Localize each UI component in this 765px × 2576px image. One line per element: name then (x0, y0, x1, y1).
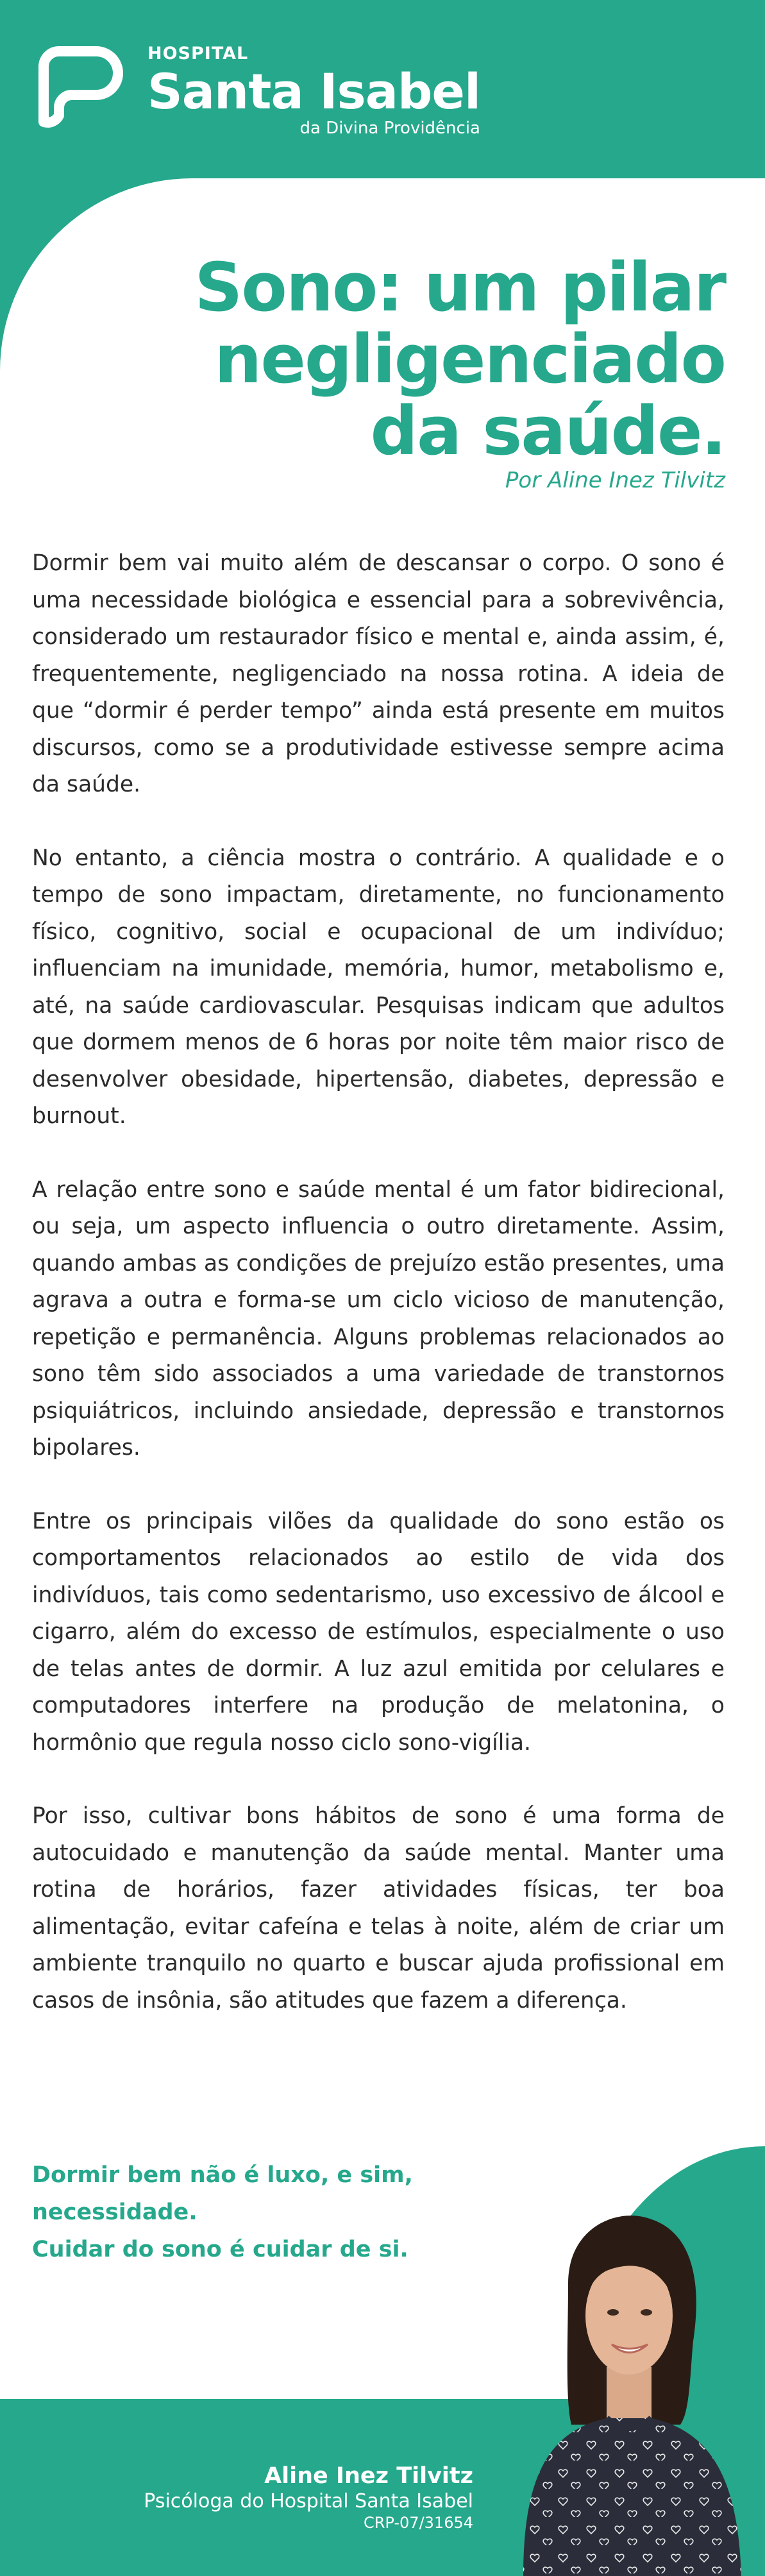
brand-name: Santa Isabel (147, 63, 480, 120)
title-line: Sono: um pilar (194, 248, 725, 326)
article-title (148, 248, 725, 470)
brand-block (147, 45, 480, 137)
hospital-logo-icon (29, 40, 126, 136)
paragraph: Entre os principais vilões da qualidade do sono estão os comportamentos relacionados ao estilo de vida dos indivíduos, tais como sedentarismo, uso excessivo de álcool e cigarro, além do excesso de estímulos, especialmente o uso de telas antes de dormir. A luz azul emitida por celulares e computadores interfere na produção de melatonina, o hormônio que regula nosso ciclo sono-vigília. (32, 1508, 725, 1756)
author-portrait-icon (498, 2207, 754, 2576)
closing-statement (32, 2157, 532, 2268)
article-body (32, 545, 725, 2056)
paragraph: Dormir bem vai muito além de descansar o corpo. O sono é uma necessidade biológica e essencial para a sobrevivência, considerado um restaurador físico e mental e, ainda assim, é, frequentemente, negligenciado na nossa rotina. A ideia de que “dormir é perder tempo” ainda está presente em muitos discursos, como se a produtividade estivesse sempre acima da saúde. (32, 550, 725, 797)
paragraph: A relação entre sono e saúde mental é um fator bidirecional, ou seja, um aspecto influencia o outro diretamente. Assim, quando ambas as condições de prejuízo estão presentes, uma agrava a outra e forma-se um ciclo vicioso de manutenção, repetição e permanência. Alguns problemas relacionados ao sono têm sido associados a uma variedade de transtornos psiquiátricos, incluindo ansiedade, depressão e transtornos bipolares. (32, 1176, 725, 1461)
brand-subtitle: da Divina Providência (299, 118, 480, 138)
closing-line: Dormir bem não é luxo, e sim, necessidade. (32, 2162, 413, 2225)
author-credit (144, 2462, 473, 2532)
paragraph: No entanto, a ciência mostra o contrário. A qualidade e o tempo de sono impactam, diretamente, no funcionamento físico, cognitivo, social e ocupacional de um indivíduo; influenciam na imunidade, memória, humor, metabolismo e, até, na saúde cardiovascular. Pesquisas indicam que adultos que dormem menos de 6 horas por noite têm maior risco de desenvolver obesidade, hipertensão, diabetes, depressão e burnout. (32, 845, 725, 1129)
paragraph: Por isso, cultivar bons hábitos de sono é uma forma de autocuidado e manutenção da saúde mental. Manter uma rotina de horários, fazer atividades físicas, ter boa alimentação, evitar cafeína e telas à noite, além de criar um ambiente tranquilo no quarto e buscar ajuda profissional em casos de insônia, são atitudes que fazem a diferença. (32, 1803, 725, 2013)
title-line: negligenciado (214, 320, 725, 398)
closing-line: Cuidar do sono é cuidar de si. (32, 2237, 408, 2262)
brand-top-label: HOSPITAL (147, 44, 249, 64)
author-role: Psicóloga do Hospital Santa Isabel (144, 2490, 473, 2512)
byline: Por Aline Inez Tilvitz (505, 468, 725, 493)
title-line: da saúde. (370, 392, 725, 470)
author-registration: CRP-07/31654 (363, 2514, 473, 2532)
author-name: Aline Inez Tilvitz (264, 2463, 473, 2489)
